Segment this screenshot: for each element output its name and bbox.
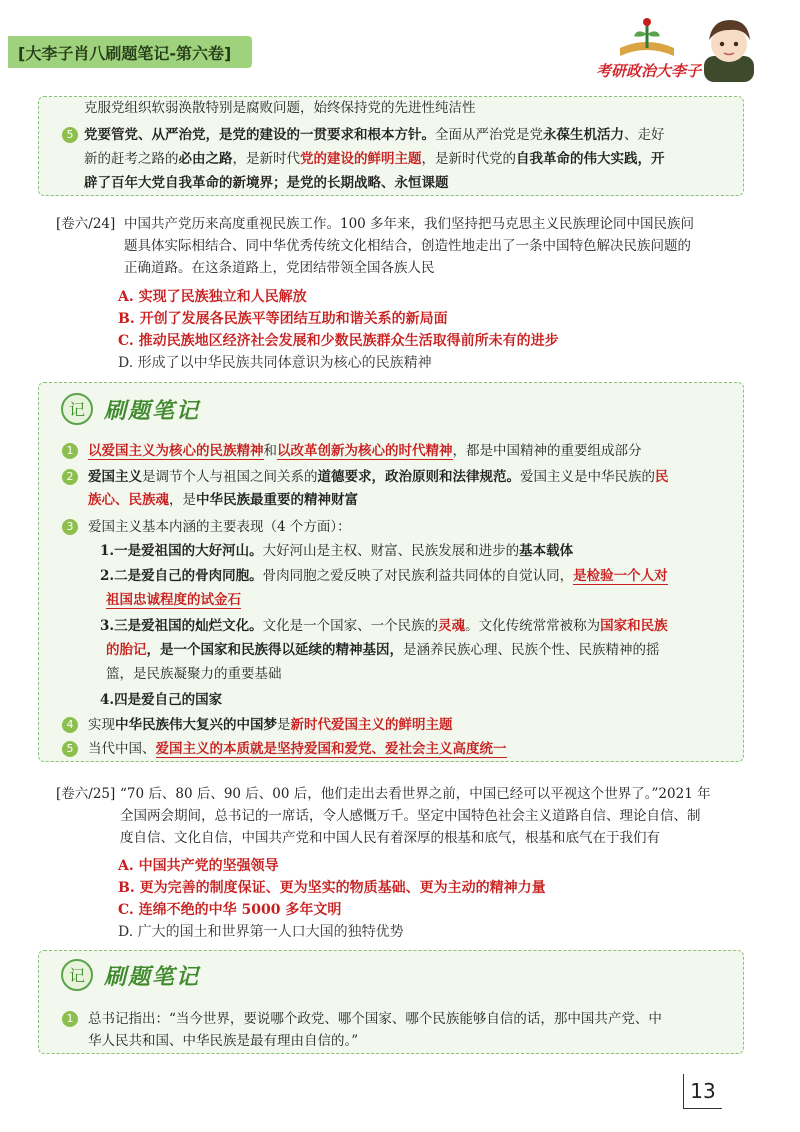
q25-option-b: B. 更为完善的制度保证、更为坚实的物质基础、更为主动的精神力量 [118,880,546,896]
note1-n1-text: 以爱国主义为核心的民族精神和以改革创新为核心的时代精神，都是中国精神的重要组成部分 [88,443,642,459]
q24-option-c: C. 推动民族地区经济社会发展和少数民族群众生活取得前所未有的进步 [118,333,559,349]
note1-n4-text: 实现中华民族伟大复兴的中国梦是新时代爱国主义的鲜明主题 [88,717,453,733]
q24-stem-line3: 正确道路。在这条道路上，党团结带领全国各族人民 [124,260,435,276]
note-title: 刷题笔记 [104,964,201,990]
q24-option-d: D. 形成了以中华民族共同体意识为核心的民族精神 [118,355,432,371]
box1-item5-number: 5 [62,127,78,143]
q25-label: [卷六/25] [56,786,116,802]
svg-text:记: 记 [68,400,86,419]
note1-n2-line1: 爱国主义是调节个人与祖国之间关系的道德要求，政治原则和法律规范。爱国主义是中华民族的民 [88,469,669,485]
note1-sub4: 4.四是爱自己的国家 [100,692,223,708]
q25-option-d: D. 广大的国土和世界第一人口大国的独特优势 [118,924,404,940]
note1-n2-line2: 族心、民族魂，是中华民族最重要的精神财富 [88,492,358,508]
note1-sub2-line1: 2.二是爱自己的骨肉同胞。骨肉同胞之爱反映了对民族利益共同体的自觉认同，是检验一个人对 [100,568,668,584]
q24-option-a: A. 实现了民族独立和人民解放 [118,289,307,305]
note1-n2-number: 2 [62,469,78,485]
box1-item5-line2: 新的赶考之路的必由之路，是新时代党的建设的鲜明主题，是新时代党的自我革命的伟大实践，开 [84,151,665,167]
note1-n4-number: 4 [62,717,78,733]
note1-sub3-line2: 的胎记，是一个国家和民族得以延续的精神基因，是涵养民族心理、民族个性、民族精神的摇 [106,642,660,658]
avatar [694,10,764,82]
note1-n5-text: 当代中国、爱国主义的本质就是坚持爱国和爱党、爱社会主义高度统一 [88,741,507,757]
note1-n3-text: 爱国主义基本内涵的主要表现（4 个方面）： [88,519,351,535]
q25-option-a: A. 中国共产党的坚强领导 [118,858,279,874]
book-logo-icon [612,14,682,64]
note1-sub1: 1.一是爱祖国的大好河山。大好河山是主权、财富、民族发展和进步的基本载体 [100,543,574,559]
note2-n1-line2: 华人民共和国、中华民族是最有理由自信的。” [88,1033,359,1049]
q25-stem-line3: 度自信、文化自信，中国共产党和中国人民有着深厚的根基和底气，根基和底气在于我们有 [120,830,660,846]
box1-line0: 克服党组织软弱涣散特别是腐败问题，始终保持党的先进性纯洁性 [84,100,476,116]
svg-text:记: 记 [68,966,86,985]
note-icon [60,392,94,426]
q24-label: [卷六/24] [56,216,116,232]
note1-sub3-line1: 3.三是爱祖国的灿烂文化。文化是一个国家、一个民族的灵魂。文化传统常常被称为国家和民族 [100,618,668,634]
q24-stem-line2: 题具体实际相结合、同中华优秀传统文化相结合，创造性地走出了一条中国特色解决民族问题的 [124,238,691,254]
note-title: 刷题笔记 [104,398,201,424]
q24-stem-line1: 中国共产党历来高度重视民族工作。100 多年来，我们坚持把马克思主义民族理论同中国民族问 [124,216,695,232]
header-tag: [大李子肖八刷题笔记-第六卷] [8,36,252,68]
q24-option-b: B. 开创了发展各民族平等团结互助和谐关系的新局面 [118,311,448,327]
q25-stem-line1: “70 后、80 后、90 后、00 后，他们走出去看世界之前，中国已经可以平视这个世界了。”2021 年 [120,786,711,802]
note1-n3-number: 3 [62,519,78,535]
note1-sub3-line3: 篮，是民族凝聚力的重要基础 [106,666,282,682]
note1-n1-number: 1 [62,443,78,459]
page-number: 13 [683,1074,722,1109]
note1-sub2-line2: 祖国忠诚程度的试金石 [106,592,241,608]
note2-n1-number: 1 [62,1011,78,1027]
note-icon [60,958,94,992]
brand-name: 考研政治大李子 [596,62,702,80]
box1-item5-line3: 辟了百年大党自我革命的新境界；是党的长期战略、永恒课题 [84,175,449,191]
box1-item5-line1: 党要管党、从严治党，是党的建设的一贯要求和根本方针。全面从严治党是党永葆生机活力、走好 [84,127,665,143]
note1-n5-number: 5 [62,741,78,757]
note2-n1-line1: 总书记指出：“当今世界，要说哪个政党、哪个国家、哪个民族能够自信的话，那中国共产党、中 [88,1011,662,1027]
q25-option-c: C. 连绵不绝的中华 5000 多年文明 [118,902,342,918]
q25-stem-line2: 全国两会期间，总书记的一席话，令人感慨万千。坚定中国特色社会主义道路自信、理论自信、制 [120,808,701,824]
